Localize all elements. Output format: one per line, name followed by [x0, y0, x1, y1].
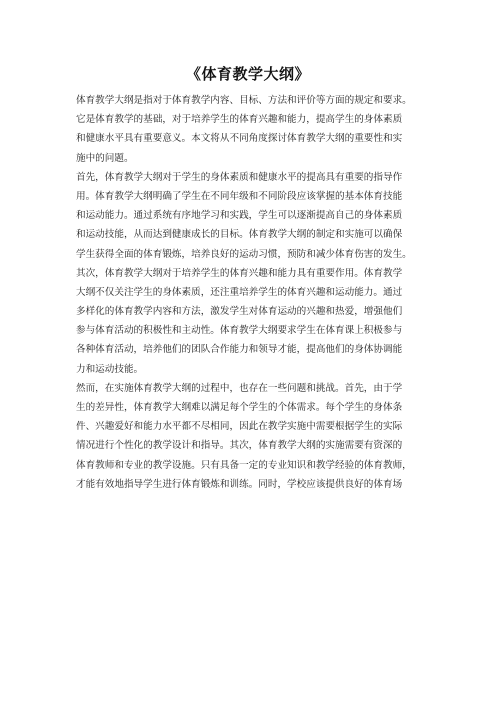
document-body	[76, 91, 436, 494]
text-line: 多样化的体育教学内容和方法，激发学生对体育运动的兴趣和热爱，增强他们	[76, 306, 403, 318]
text-line: 它是体育教学的基础，对于培养学生的体育兴趣和能力，提高学生的身体素质	[76, 114, 403, 126]
text-line: 体育教学大纲是指对于体育教学内容、目标、方法和评价等方面的规定和要求。	[76, 95, 412, 106]
text-line: 力和运动技能。	[76, 363, 144, 375]
text-line: 生的差异性，体育教学大纲难以满足每个学生的个体需求。每个学生的身体条	[76, 402, 403, 413]
text-line: 然而，在实施体育教学大纲的过程中，也存在一些问题和挑战。首先，由于学	[76, 382, 403, 394]
text-line: 情况进行个性化的教学设计和指导。其次，体育教学大纲的实施需要有资深的	[76, 440, 403, 452]
text-line: 才能有效地指导学生进行体育锻炼和训练。同时，学校应该提供良好的体育场	[76, 478, 403, 490]
text-line: 其次，体育教学大纲对于培养学生的体育兴趣和能力具有重要作用。体育教学	[76, 267, 403, 279]
text-line: 和运动能力。通过系统有序地学习和实践，学生可以逐渐提高自己的身体素质	[76, 210, 403, 222]
text-line: 和运动技能，从而达到健康成长的目标。体育教学大纲的制定和实施可以确保	[76, 229, 403, 241]
document-title: 《体育教学大纲》	[185, 65, 310, 83]
text-line: 参与体育活动的积极性和主动性。体育教学大纲要求学生在体育课上积极参与	[76, 325, 403, 337]
text-line: 用。体育教学大纲明确了学生在不同年级和不同阶段应该掌握的基本体育技能	[76, 190, 403, 202]
text-line: 体育教师和专业的教学设施。只有具备一定的专业知识和教学经验的体育教师，	[76, 459, 412, 471]
text-line: 施中的问题。	[76, 152, 134, 164]
text-line: 学生获得全面的体育锻炼，培养良好的运动习惯，预防和减少体育伤害的发生。	[76, 248, 412, 260]
text-line: 大纲不仅关注学生的身体素质，还注重培养学生的体育兴趣和运动能力。通过	[76, 286, 403, 298]
text-line: 件、兴趣爱好和能力水平都不尽相同，因此在教学实施中需要根据学生的实际	[76, 421, 403, 433]
text-line: 各种体育活动，培养他们的团队合作能力和领导才能，提高他们的身体协调能	[76, 344, 403, 356]
text-line: 和健康水平具有重要意义。本文将从不同角度探讨体育教学大纲的重要性和实	[76, 133, 403, 145]
text-line: 首先，体育教学大纲对于学生的身体素质和健康水平的提高具有重要的指导作	[76, 171, 403, 183]
